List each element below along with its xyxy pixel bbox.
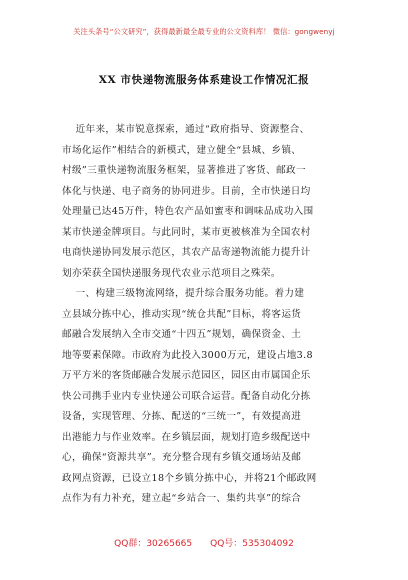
footer-contact — [0, 536, 408, 549]
body-line: 电商快递协同发展示范区，其农产品寄递物流能力提升计 — [62, 247, 311, 258]
footer-qq-group: QQ群：30265665 — [114, 539, 193, 549]
body-line: 政网点资源，已设立18个乡镇分拣中心，并将21个邮政网 — [62, 472, 317, 484]
body-line: 快公司携手业内专业快递公司联合运营。配备自动化分拣 — [62, 390, 311, 402]
body-line: 地等要素保障。市政府为此投入3000万元，建设占地3.8 — [62, 349, 313, 361]
body-line: 邮融合发展纳入全市交通“十四五”规划，确保资金、土 — [62, 329, 302, 340]
body-line: 市场化运作”相结合的新模式，建立健全“县城、乡镇、 — [62, 144, 302, 156]
body-line: 心，确保“资源共享”。充分整合现有乡镇交通场站及邮 — [62, 452, 302, 463]
body-line: 处理量已达45万件，特色农产品如蜜枣和调味品成功入围 — [62, 206, 314, 217]
header-notice: 关注头条号“公文研究”，获得最新最全最专业的公文资料库！ 微信：gongwenyj — [73, 27, 335, 36]
body-line: 一、构建三级物流网络，提升综合服务功能。着力建 — [62, 288, 305, 299]
body-line: 某市快递金牌项目。与此同时，某市更被核准为全国农村 — [62, 226, 311, 238]
body-line: 村级”三重快递物流服务框架，显著推进了客货、邮政一 — [62, 165, 306, 176]
body-line: 立县域分拣中心，推动实现“统仓共配”目标，将客运货 — [62, 308, 302, 320]
body-line: 点作为有力补充，建立起“乡站合一、集约共享”的综合 — [62, 493, 302, 504]
body-line: 划亦荣获全国快递服务现代农业示范项目之殊荣。 — [62, 267, 281, 279]
body-line: 出港能力与作业效率。在乡镇层面，规划打造乡级配送中 — [62, 431, 311, 443]
body-line: 体化与快递、电子商务的协同进步。目前，全市快递日均 — [62, 185, 311, 197]
body-line: 近年来，某市锐意探索，通过“政府指导、资源整合、 — [62, 124, 310, 135]
body-line: 设备，实现管理、分拣、配送的“三统一”，有效提高进 — [62, 411, 302, 422]
document-body — [62, 120, 354, 510]
body-line: 万平方米的客货邮融合发展示范园区，园区由市属国企乐 — [62, 370, 311, 381]
footer-qq-number: QQ号：535304092 — [210, 539, 294, 549]
page-title: XX 市快递物流服务体系建设工作情况汇报 — [98, 74, 310, 86]
